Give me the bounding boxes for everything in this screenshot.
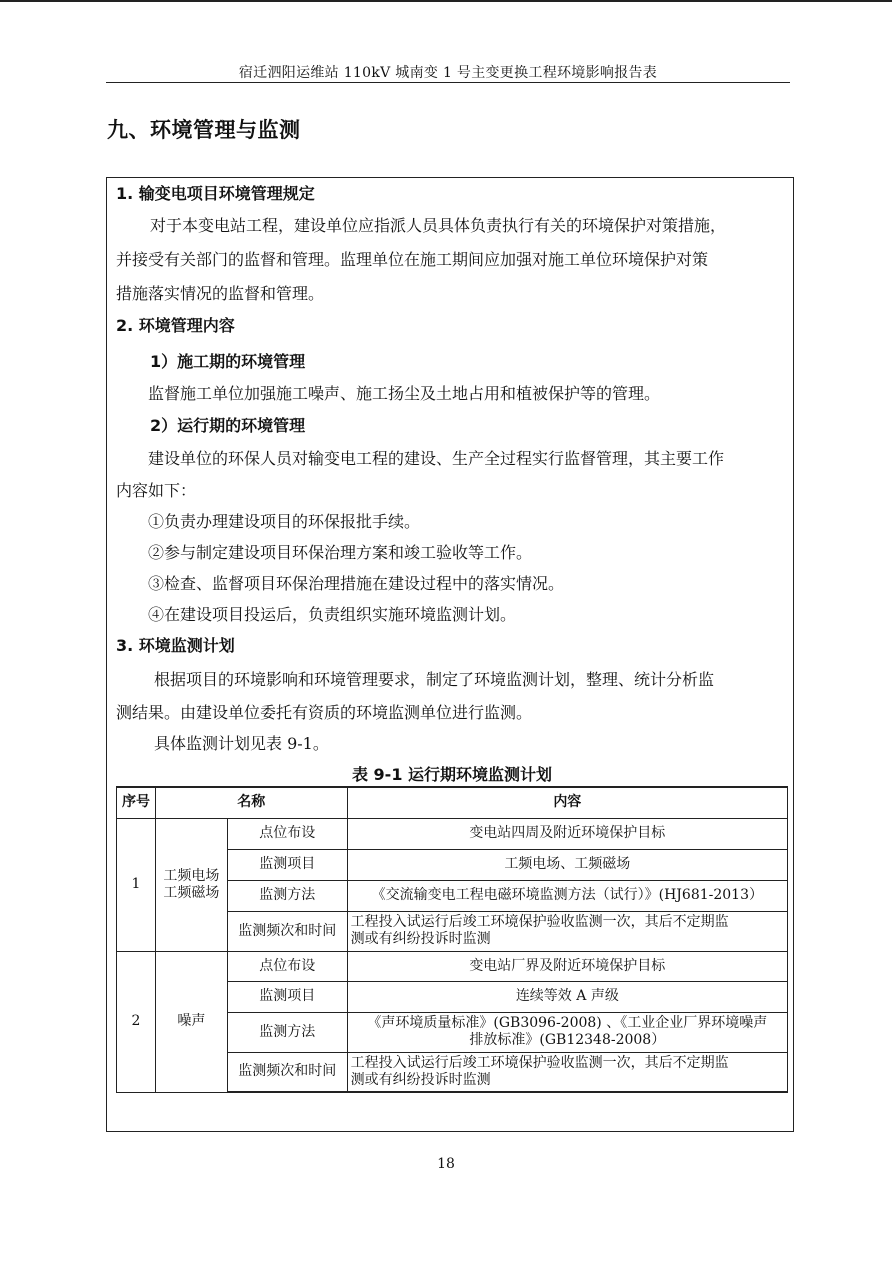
top-border <box>0 0 892 2</box>
subheading-operation: 2）运行期的环境管理 <box>150 416 306 435</box>
item-cell: 点位布设 <box>227 818 347 849</box>
list-item: ③检查、监督项目环保治理措施在建设过程中的落实情况。 <box>148 574 565 593</box>
monitoring-plan-table <box>116 786 788 1093</box>
header-rule <box>106 82 790 83</box>
group-name <box>155 951 227 1092</box>
paragraph-construction: 监督施工单位加强施工噪声、施工扬尘及土地占用和植被保护等的管理。 <box>148 384 661 403</box>
header-cell-name: 名称 <box>155 787 347 818</box>
content-cell: 连续等效 A 声级 <box>347 981 787 1012</box>
heading-management-rules: 1. 输变电项目环境管理规定 <box>116 184 315 203</box>
content-cell: 《交流输变电工程电磁环境监测方法（试行）》(HJ681-2013） <box>347 880 787 911</box>
group-name-line-1: 工频电场 <box>163 867 220 884</box>
subheading-construction: 1）施工期的环境管理 <box>150 352 306 371</box>
item-cell: 监测方法 <box>227 880 347 911</box>
table-row <box>117 818 788 849</box>
paragraph-1-line-3: 措施落实情况的监督和管理。 <box>116 284 325 303</box>
list-item: ①负责办理建设项目的环保报批手续。 <box>148 512 421 531</box>
item-cell: 点位布设 <box>227 951 347 981</box>
running-header: 宿迁泗阳运维站 110kV 城南变 1 号主变更换工程环境影响报告表 <box>238 65 658 81</box>
table-header-row <box>117 787 788 818</box>
paragraph-operation-line-1: 建设单位的环保人员对输变电工程的建设、生产全过程实行监督管理，其主要工作 <box>148 449 725 468</box>
group-name-line-2: 工频磁场 <box>163 884 220 901</box>
header-cell-content: 内容 <box>347 787 787 818</box>
group-name-line-1: 噪声 <box>177 1013 206 1029</box>
content-line-1: 工程投入试运行后竣工环境保护验收监测一次，其后不定期监 <box>350 1054 729 1071</box>
header-cell-no: 序号 <box>117 787 156 818</box>
group-number: 1 <box>117 818 156 951</box>
heading-monitoring-plan: 3. 环境监测计划 <box>116 636 235 655</box>
content-cell: 变电站厂界及附近环境保护目标 <box>347 951 787 981</box>
table-row <box>117 951 788 981</box>
page-number: 18 <box>437 1156 455 1172</box>
table-caption: 表 9-1 运行期环境监测计划 <box>351 765 553 784</box>
section-title: 九、环境管理与监测 <box>107 118 301 142</box>
content-line-2: 测或有纠纷投诉时监测 <box>350 1071 491 1088</box>
content-line-2: 测或有纠纷投诉时监测 <box>350 931 491 947</box>
item-cell: 监测项目 <box>227 849 347 880</box>
item-cell: 监测项目 <box>227 981 347 1012</box>
content-cell: 工频电场、工频磁场 <box>347 849 787 880</box>
content-line-2: 排放标准》(GB12348-2008） <box>469 1032 666 1048</box>
paragraph-1-line-1: 对于本变电站工程，建设单位应指派人员具体负责执行有关的环境保护对策措施， <box>150 216 727 235</box>
content-cell: 变电站四周及附近环境保护目标 <box>347 818 787 849</box>
content-line-1: 工程投入试运行后竣工环境保护验收监测一次，其后不定期监 <box>350 914 729 930</box>
paragraph-1-line-2: 并接受有关部门的监督和管理。监理单位在施工期间应加强对施工单位环境保护对策 <box>116 250 709 269</box>
item-cell: 监测频次和时间 <box>227 911 347 951</box>
list-item: ④在建设项目投运后，负责组织实施环境监测计划。 <box>148 605 517 624</box>
content-cell <box>347 911 787 951</box>
content-line-1: 《声环境质量标准》(GB3096-2008) 、《工业企业厂界环境噪声 <box>367 1015 768 1031</box>
item-cell: 监测方法 <box>227 1012 347 1052</box>
list-item: ②参与制定建设项目环保治理方案和竣工验收等工作。 <box>148 543 533 562</box>
group-number: 2 <box>117 951 156 1092</box>
paragraph-table-reference: 具体监测计划见表 9-1。 <box>154 734 329 753</box>
paragraph-operation-line-2: 内容如下： <box>116 481 197 500</box>
heading-management-content: 2. 环境管理内容 <box>116 316 235 335</box>
paragraph-monitoring-line-1: 根据项目的环境影响和环境管理要求，制定了环境监测计划，整理、统计分析监 <box>154 670 715 689</box>
group-name <box>155 818 227 951</box>
content-cell <box>347 1012 787 1052</box>
content-cell <box>347 1052 787 1092</box>
paragraph-monitoring-line-2: 测结果。由建设单位委托有资质的环境监测单位进行监测。 <box>116 703 533 722</box>
item-cell: 监测频次和时间 <box>227 1052 347 1092</box>
